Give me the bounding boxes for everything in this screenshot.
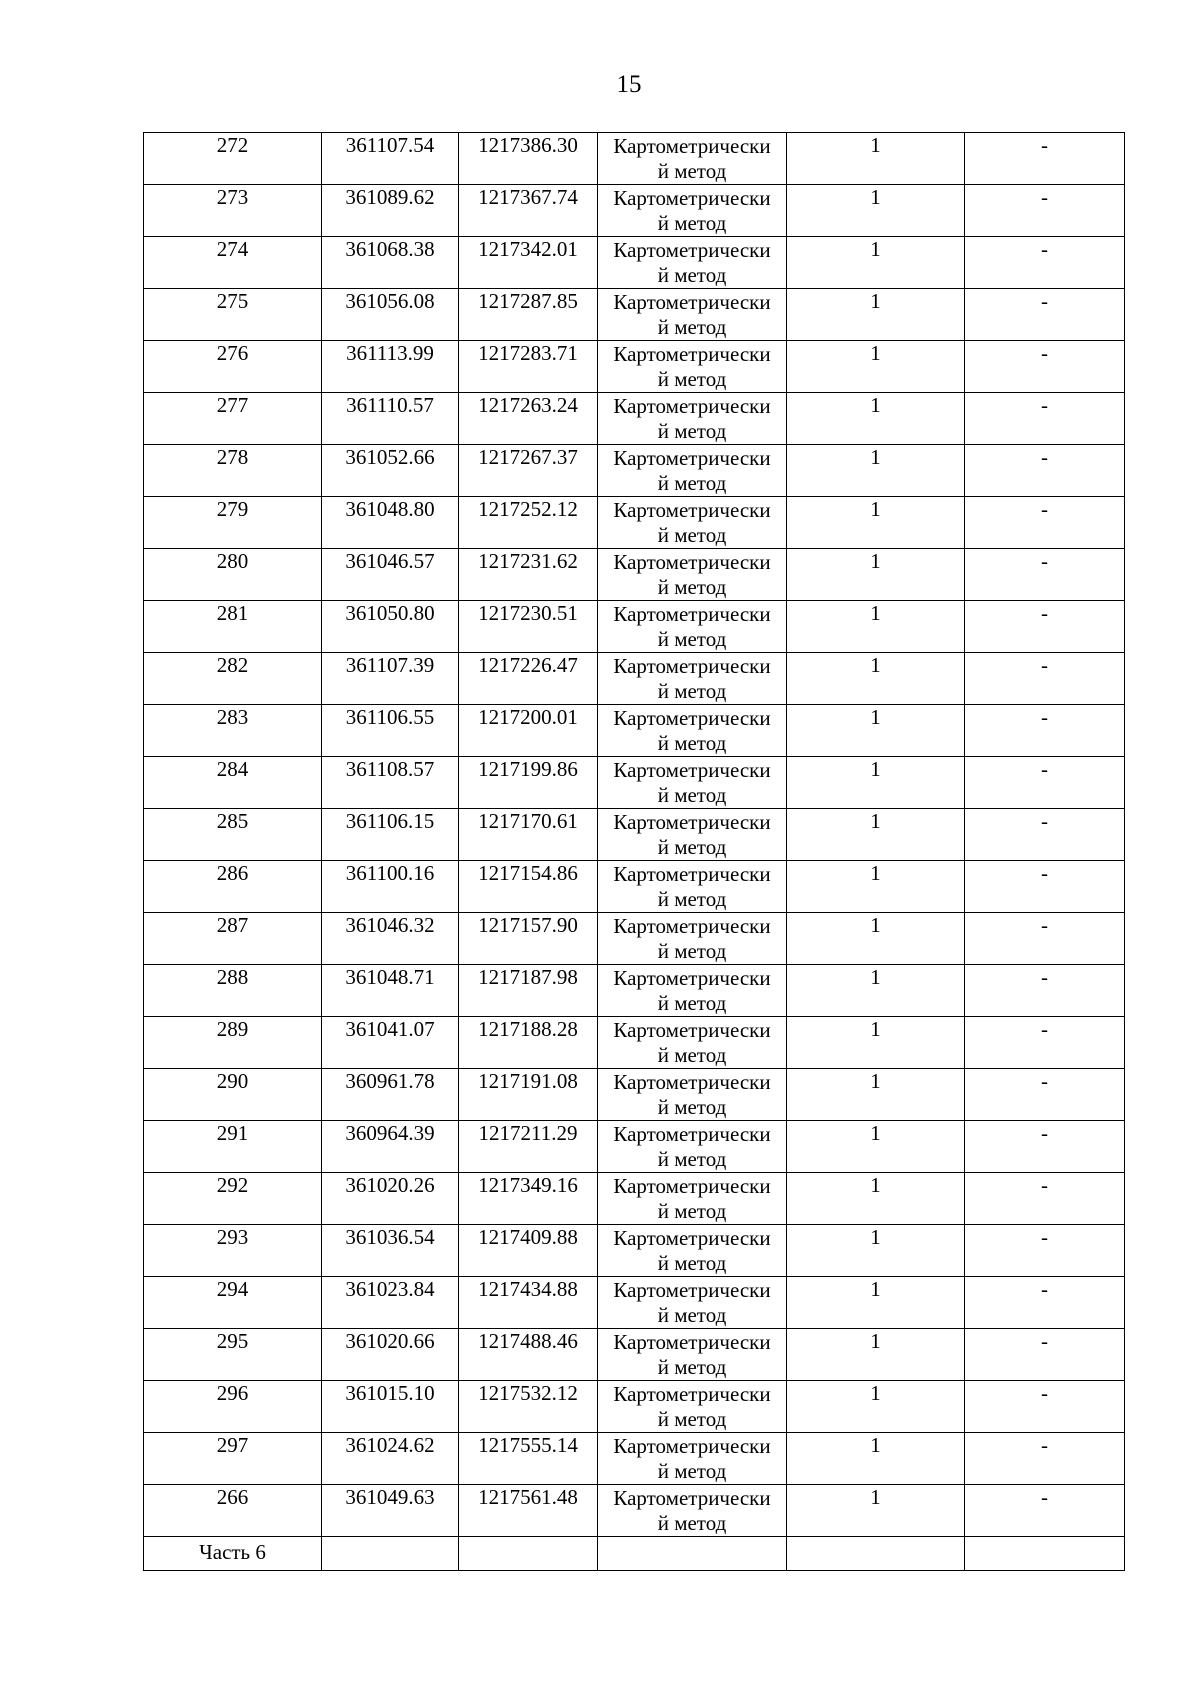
method-cell: [598, 601, 787, 653]
method-label-line1: Картометрически: [613, 446, 771, 470]
empty-cell: [965, 1537, 1125, 1571]
method-label-line2: й метод: [657, 211, 727, 235]
x-coordinate-cell: 361110.57: [322, 393, 459, 445]
table-row: [144, 809, 1125, 861]
coordinates-table-body: [144, 133, 1125, 1571]
x-coordinate-cell: 361049.63: [322, 1485, 459, 1537]
method-label-line2: й метод: [657, 159, 727, 183]
x-coordinate-cell: 361107.54: [322, 133, 459, 185]
y-coordinate-cell: 1217157.90: [459, 913, 598, 965]
x-coordinate-cell: 361113.99: [322, 341, 459, 393]
y-coordinate-cell: 1217561.48: [459, 1485, 598, 1537]
method-label-line2: й метод: [657, 731, 727, 755]
accuracy-cell: 1: [787, 913, 965, 965]
x-coordinate-cell: 361050.80: [322, 601, 459, 653]
method-cell: [598, 1433, 787, 1485]
accuracy-cell: 1: [787, 1329, 965, 1381]
table-row: [144, 445, 1125, 497]
x-coordinate-cell: 361046.32: [322, 913, 459, 965]
table-row: [144, 549, 1125, 601]
method-label-line1: Картометрически: [613, 862, 771, 886]
note-cell: -: [965, 913, 1125, 965]
accuracy-cell: 1: [787, 1173, 965, 1225]
method-label-line1: Картометрически: [613, 550, 771, 574]
method-label-line2: й метод: [657, 523, 727, 547]
method-cell: [598, 133, 787, 185]
accuracy-cell: 1: [787, 1485, 965, 1537]
x-coordinate-cell: 361046.57: [322, 549, 459, 601]
point-number-cell: 276: [144, 341, 322, 393]
method-label-line1: Картометрически: [613, 1382, 771, 1406]
empty-cell: [459, 1537, 598, 1571]
method-cell: [598, 1121, 787, 1173]
method-cell: [598, 965, 787, 1017]
accuracy-cell: 1: [787, 1433, 965, 1485]
method-label-line2: й метод: [657, 471, 727, 495]
point-number-cell: 294: [144, 1277, 322, 1329]
note-cell: -: [965, 497, 1125, 549]
accuracy-cell: 1: [787, 133, 965, 185]
note-cell: -: [965, 1017, 1125, 1069]
table-row: [144, 393, 1125, 445]
page-number: 15: [616, 71, 642, 98]
method-cell: [598, 237, 787, 289]
point-number-cell: 277: [144, 393, 322, 445]
table-row: [144, 1173, 1125, 1225]
method-label-line1: Картометрически: [613, 1486, 771, 1510]
table-row: [144, 1277, 1125, 1329]
table-row: [144, 185, 1125, 237]
method-label-line2: й метод: [657, 263, 727, 287]
y-coordinate-cell: 1217199.86: [459, 757, 598, 809]
method-label-line1: Картометрически: [613, 238, 771, 262]
method-label-line1: Картометрически: [613, 602, 771, 626]
accuracy-cell: 1: [787, 861, 965, 913]
x-coordinate-cell: 361024.62: [322, 1433, 459, 1485]
note-cell: -: [965, 133, 1125, 185]
y-coordinate-cell: 1217231.62: [459, 549, 598, 601]
method-label-line1: Картометрически: [613, 1278, 771, 1302]
method-cell: [598, 1329, 787, 1381]
point-number-cell: 293: [144, 1225, 322, 1277]
point-number-cell: 274: [144, 237, 322, 289]
note-cell: -: [965, 185, 1125, 237]
y-coordinate-cell: 1217252.12: [459, 497, 598, 549]
accuracy-cell: 1: [787, 237, 965, 289]
note-cell: -: [965, 653, 1125, 705]
method-label-line1: Картометрически: [613, 654, 771, 678]
method-label-line1: Картометрически: [613, 810, 771, 834]
y-coordinate-cell: 1217555.14: [459, 1433, 598, 1485]
note-cell: -: [965, 341, 1125, 393]
accuracy-cell: 1: [787, 809, 965, 861]
method-label-line1: Картометрически: [613, 706, 771, 730]
note-cell: -: [965, 705, 1125, 757]
note-cell: -: [965, 1173, 1125, 1225]
empty-cell: [322, 1537, 459, 1571]
point-number-cell: 275: [144, 289, 322, 341]
note-cell: -: [965, 289, 1125, 341]
method-cell: [598, 497, 787, 549]
method-label-line2: й метод: [657, 1303, 727, 1327]
method-cell: [598, 1485, 787, 1537]
method-label-line2: й метод: [657, 627, 727, 651]
table-row: [144, 1485, 1125, 1537]
y-coordinate-cell: 1217367.74: [459, 185, 598, 237]
method-cell: [598, 1017, 787, 1069]
x-coordinate-cell: 360961.78: [322, 1069, 459, 1121]
y-coordinate-cell: 1217283.71: [459, 341, 598, 393]
accuracy-cell: 1: [787, 1277, 965, 1329]
note-cell: -: [965, 1121, 1125, 1173]
method-label-line2: й метод: [657, 1459, 727, 1483]
method-cell: [598, 809, 787, 861]
method-label-line2: й метод: [657, 1407, 727, 1431]
method-cell: [598, 185, 787, 237]
y-coordinate-cell: 1217226.47: [459, 653, 598, 705]
table-row: [144, 1069, 1125, 1121]
method-label-line2: й метод: [657, 1355, 727, 1379]
note-cell: -: [965, 549, 1125, 601]
empty-cell: [598, 1537, 787, 1571]
point-number-cell: 286: [144, 861, 322, 913]
note-cell: -: [965, 809, 1125, 861]
y-coordinate-cell: 1217342.01: [459, 237, 598, 289]
table-row: [144, 601, 1125, 653]
accuracy-cell: 1: [787, 1069, 965, 1121]
method-label-line1: Картометрически: [613, 134, 771, 158]
method-label-line2: й метод: [657, 887, 727, 911]
method-label-line2: й метод: [657, 1511, 727, 1535]
y-coordinate-cell: 1217230.51: [459, 601, 598, 653]
table-row: [144, 1225, 1125, 1277]
table-row: [144, 705, 1125, 757]
y-coordinate-cell: 1217187.98: [459, 965, 598, 1017]
table-row: [144, 1017, 1125, 1069]
x-coordinate-cell: 361106.15: [322, 809, 459, 861]
method-label-line2: й метод: [657, 367, 727, 391]
method-cell: [598, 653, 787, 705]
y-coordinate-cell: 1217191.08: [459, 1069, 598, 1121]
method-cell: [598, 705, 787, 757]
y-coordinate-cell: 1217154.86: [459, 861, 598, 913]
table-row: [144, 1433, 1125, 1485]
method-label-line1: Картометрически: [613, 290, 771, 314]
point-number-cell: 288: [144, 965, 322, 1017]
x-coordinate-cell: 361052.66: [322, 445, 459, 497]
method-label-line2: й метод: [657, 1043, 727, 1067]
point-number-cell: 289: [144, 1017, 322, 1069]
y-coordinate-cell: 1217263.24: [459, 393, 598, 445]
accuracy-cell: 1: [787, 1225, 965, 1277]
y-coordinate-cell: 1217409.88: [459, 1225, 598, 1277]
accuracy-cell: 1: [787, 1017, 965, 1069]
note-cell: -: [965, 237, 1125, 289]
accuracy-cell: 1: [787, 757, 965, 809]
method-label-line2: й метод: [657, 1095, 727, 1119]
point-number-cell: 292: [144, 1173, 322, 1225]
x-coordinate-cell: 361036.54: [322, 1225, 459, 1277]
accuracy-cell: 1: [787, 653, 965, 705]
note-cell: -: [965, 393, 1125, 445]
note-cell: -: [965, 1277, 1125, 1329]
note-cell: -: [965, 1485, 1125, 1537]
point-number-cell: 291: [144, 1121, 322, 1173]
x-coordinate-cell: 361048.80: [322, 497, 459, 549]
accuracy-cell: 1: [787, 341, 965, 393]
note-cell: -: [965, 1069, 1125, 1121]
table-row: [144, 341, 1125, 393]
method-cell: [598, 913, 787, 965]
note-cell: -: [965, 1433, 1125, 1485]
note-cell: -: [965, 965, 1125, 1017]
point-number-cell: 283: [144, 705, 322, 757]
method-cell: [598, 1225, 787, 1277]
accuracy-cell: 1: [787, 445, 965, 497]
table-row: [144, 757, 1125, 809]
x-coordinate-cell: 361107.39: [322, 653, 459, 705]
method-cell: [598, 393, 787, 445]
note-cell: -: [965, 1381, 1125, 1433]
method-label-line1: Картометрически: [613, 394, 771, 418]
method-label-line2: й метод: [657, 575, 727, 599]
method-label-line2: й метод: [657, 783, 727, 807]
empty-cell: [787, 1537, 965, 1571]
method-label-line1: Картометрически: [613, 914, 771, 938]
method-cell: [598, 861, 787, 913]
point-number-cell: 284: [144, 757, 322, 809]
y-coordinate-cell: 1217211.29: [459, 1121, 598, 1173]
method-label-line2: й метод: [657, 1251, 727, 1275]
note-cell: -: [965, 1329, 1125, 1381]
point-number-cell: 285: [144, 809, 322, 861]
x-coordinate-cell: 361041.07: [322, 1017, 459, 1069]
point-number-cell: 273: [144, 185, 322, 237]
x-coordinate-cell: 361106.55: [322, 705, 459, 757]
method-label-line2: й метод: [657, 679, 727, 703]
accuracy-cell: 1: [787, 289, 965, 341]
note-cell: -: [965, 757, 1125, 809]
note-cell: -: [965, 445, 1125, 497]
table-row: [144, 1329, 1125, 1381]
accuracy-cell: 1: [787, 1381, 965, 1433]
point-number-cell: 281: [144, 601, 322, 653]
method-label-line2: й метод: [657, 1147, 727, 1171]
accuracy-cell: 1: [787, 965, 965, 1017]
x-coordinate-cell: 361048.71: [322, 965, 459, 1017]
table-row: [144, 1121, 1125, 1173]
y-coordinate-cell: 1217488.46: [459, 1329, 598, 1381]
y-coordinate-cell: 1217267.37: [459, 445, 598, 497]
table-row: [144, 289, 1125, 341]
accuracy-cell: 1: [787, 497, 965, 549]
table-row: [144, 913, 1125, 965]
method-cell: [598, 289, 787, 341]
point-number-cell: 279: [144, 497, 322, 549]
method-label-line2: й метод: [657, 315, 727, 339]
table-row: [144, 861, 1125, 913]
method-label-line1: Картометрически: [613, 966, 771, 990]
method-label-line1: Картометрически: [613, 1226, 771, 1250]
method-label-line2: й метод: [657, 991, 727, 1015]
y-coordinate-cell: 1217200.01: [459, 705, 598, 757]
y-coordinate-cell: 1217188.28: [459, 1017, 598, 1069]
method-label-line1: Картометрически: [613, 342, 771, 366]
table-row: [144, 497, 1125, 549]
method-label-line1: Картометрически: [613, 1330, 771, 1354]
point-number-cell: 290: [144, 1069, 322, 1121]
table-row: [144, 965, 1125, 1017]
point-number-cell: 295: [144, 1329, 322, 1381]
point-number-cell: 266: [144, 1485, 322, 1537]
method-cell: [598, 549, 787, 601]
x-coordinate-cell: 361089.62: [322, 185, 459, 237]
method-cell: [598, 757, 787, 809]
accuracy-cell: 1: [787, 393, 965, 445]
y-coordinate-cell: 1217170.61: [459, 809, 598, 861]
method-cell: [598, 1069, 787, 1121]
table-row: [144, 1381, 1125, 1433]
y-coordinate-cell: 1217349.16: [459, 1173, 598, 1225]
point-number-cell: 272: [144, 133, 322, 185]
method-cell: [598, 1381, 787, 1433]
y-coordinate-cell: 1217287.85: [459, 289, 598, 341]
point-number-cell: 297: [144, 1433, 322, 1485]
point-number-cell: 287: [144, 913, 322, 965]
method-label-line1: Картометрически: [613, 186, 771, 210]
method-label-line2: й метод: [657, 835, 727, 859]
x-coordinate-cell: 361100.16: [322, 861, 459, 913]
x-coordinate-cell: 361108.57: [322, 757, 459, 809]
x-coordinate-cell: 361020.66: [322, 1329, 459, 1381]
method-cell: [598, 341, 787, 393]
method-cell: [598, 445, 787, 497]
accuracy-cell: 1: [787, 705, 965, 757]
method-label-line2: й метод: [657, 939, 727, 963]
method-label-line1: Картометрически: [613, 1018, 771, 1042]
part-row: [144, 1537, 1125, 1571]
method-label-line1: Картометрически: [613, 1122, 771, 1146]
x-coordinate-cell: 361020.26: [322, 1173, 459, 1225]
x-coordinate-cell: 360964.39: [322, 1121, 459, 1173]
method-label-line1: Картометрически: [613, 758, 771, 782]
method-label-line1: Картометрически: [613, 498, 771, 522]
accuracy-cell: 1: [787, 549, 965, 601]
method-label-line2: й метод: [657, 419, 727, 443]
note-cell: -: [965, 1225, 1125, 1277]
accuracy-cell: 1: [787, 1121, 965, 1173]
accuracy-cell: 1: [787, 601, 965, 653]
table-row: [144, 133, 1125, 185]
x-coordinate-cell: 361015.10: [322, 1381, 459, 1433]
method-label-line1: Картометрически: [613, 1070, 771, 1094]
y-coordinate-cell: 1217434.88: [459, 1277, 598, 1329]
method-label-line1: Картометрически: [613, 1434, 771, 1458]
method-cell: [598, 1277, 787, 1329]
y-coordinate-cell: 1217532.12: [459, 1381, 598, 1433]
point-number-cell: 280: [144, 549, 322, 601]
x-coordinate-cell: 361068.38: [322, 237, 459, 289]
accuracy-cell: 1: [787, 185, 965, 237]
method-label-line1: Картометрически: [613, 1174, 771, 1198]
x-coordinate-cell: 361023.84: [322, 1277, 459, 1329]
table-row: [144, 653, 1125, 705]
method-cell: [598, 1173, 787, 1225]
x-coordinate-cell: 361056.08: [322, 289, 459, 341]
y-coordinate-cell: 1217386.30: [459, 133, 598, 185]
table-row: [144, 237, 1125, 289]
note-cell: -: [965, 861, 1125, 913]
note-cell: -: [965, 601, 1125, 653]
coordinates-table: [143, 132, 1125, 1571]
part-label-cell: Часть 6: [144, 1537, 322, 1571]
point-number-cell: 282: [144, 653, 322, 705]
point-number-cell: 278: [144, 445, 322, 497]
point-number-cell: 296: [144, 1381, 322, 1433]
method-label-line2: й метод: [657, 1199, 727, 1223]
